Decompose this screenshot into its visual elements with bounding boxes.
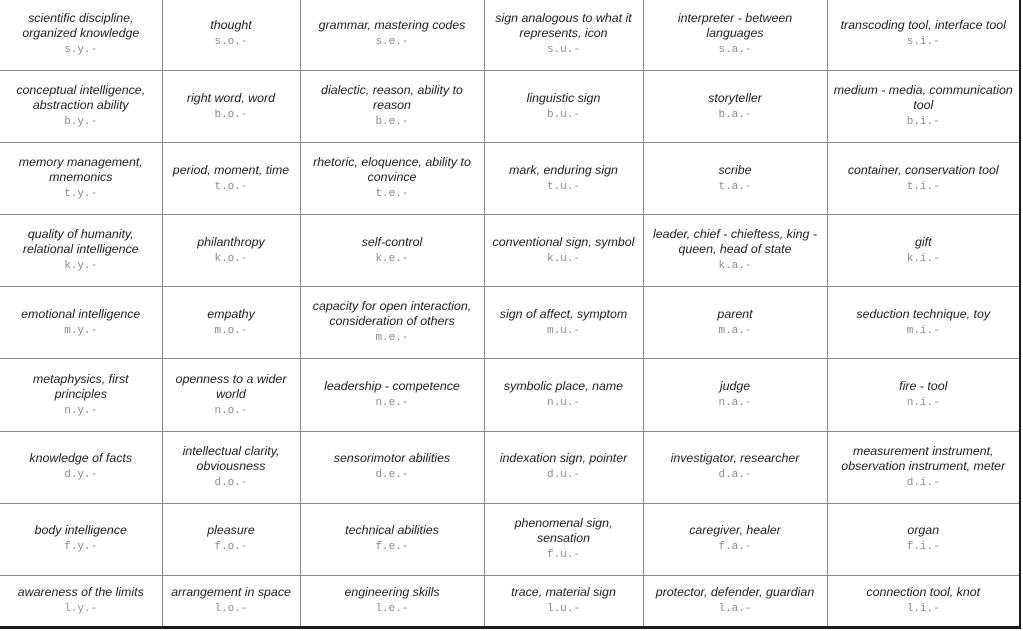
cell-term: storyteller bbox=[708, 90, 762, 105]
cell-term: organ bbox=[907, 523, 940, 538]
table-cell bbox=[827, 359, 1019, 431]
cell-code: t.i.- bbox=[906, 180, 940, 193]
cell-term: fire - tool bbox=[899, 379, 948, 393]
table-cell bbox=[484, 70, 643, 142]
cell-term: gift bbox=[914, 234, 932, 249]
cell-term: investigator, researcher bbox=[670, 451, 800, 466]
table-cell bbox=[827, 0, 1019, 70]
table-cell bbox=[827, 143, 1019, 215]
cell-term: capacity for open interaction, consideration of others bbox=[312, 299, 472, 329]
cell-term: pleasure bbox=[207, 523, 255, 538]
table-cell bbox=[827, 431, 1019, 503]
cell-term: scientific discipline, organized knowledge bbox=[22, 10, 140, 40]
table-cell bbox=[0, 143, 162, 215]
table-cell bbox=[0, 215, 162, 287]
table-cell bbox=[162, 287, 300, 359]
cell-term: leadership - competence bbox=[324, 379, 460, 393]
cell-term: caregiver, healer bbox=[689, 523, 781, 538]
cell-code: n.a.- bbox=[718, 397, 752, 409]
table-cell bbox=[643, 359, 827, 431]
cell-term: container, conservation tool bbox=[847, 162, 999, 177]
table-cell bbox=[643, 215, 827, 287]
cell-code: b.i.- bbox=[906, 116, 940, 128]
cell-code: f.y.- bbox=[64, 541, 98, 554]
cell-code: l.y.- bbox=[64, 602, 98, 615]
cell-code: m.y.- bbox=[64, 324, 98, 337]
table-cell bbox=[0, 70, 162, 142]
cell-term: seduction technique, toy bbox=[856, 306, 991, 321]
cell-term: judge bbox=[719, 379, 751, 393]
table-cell bbox=[484, 503, 643, 575]
cell-term: sign of affect, symptom bbox=[499, 306, 628, 321]
table-cell bbox=[484, 0, 643, 70]
cell-code: l.o.- bbox=[214, 602, 248, 615]
cell-term: arrangement in space bbox=[171, 584, 291, 599]
cell-code: b.e.- bbox=[375, 116, 409, 128]
cell-code: d.o.- bbox=[214, 476, 248, 489]
cell-code: d.a.- bbox=[718, 469, 752, 482]
cell-term: transcoding tool, interface tool bbox=[840, 18, 1006, 33]
table-cell bbox=[0, 0, 162, 70]
cell-code: l.e.- bbox=[375, 602, 409, 615]
cell-code: d.y.- bbox=[64, 469, 98, 482]
cell-term: connection tool, knot bbox=[866, 584, 981, 599]
cell-code: t.a.- bbox=[718, 180, 752, 193]
table-cell bbox=[300, 0, 484, 70]
cell-code: k.i.- bbox=[906, 252, 940, 265]
cell-code: f.i.- bbox=[906, 541, 940, 554]
cell-code: k.e.- bbox=[375, 252, 409, 265]
cell-term: period, moment, time bbox=[172, 162, 290, 177]
cell-code: f.u.- bbox=[546, 548, 580, 561]
cell-term: scribe bbox=[718, 162, 752, 177]
table-cell bbox=[300, 575, 484, 626]
cell-term: intellectual clarity, obviousness bbox=[182, 443, 280, 473]
cell-code: n.u.- bbox=[546, 397, 580, 409]
table-row bbox=[0, 359, 1019, 431]
table-cell bbox=[0, 503, 162, 575]
table-cell bbox=[484, 431, 643, 503]
table-cell bbox=[827, 503, 1019, 575]
cell-code: s.y.- bbox=[64, 43, 98, 56]
cell-code: f.a.- bbox=[718, 541, 752, 554]
table-row bbox=[0, 0, 1019, 70]
table-cell bbox=[162, 359, 300, 431]
cell-term: knowledge of facts bbox=[29, 451, 133, 466]
cell-term: conceptual intelligence, abstraction ability bbox=[16, 83, 146, 112]
table-cell bbox=[0, 575, 162, 626]
cell-term: sensorimotor abilities bbox=[333, 451, 451, 466]
cell-code: f.e.- bbox=[375, 541, 409, 554]
cell-term: sign analogous to what it represents, icon bbox=[495, 10, 632, 40]
table-cell bbox=[162, 431, 300, 503]
table-row bbox=[0, 575, 1019, 626]
table-row bbox=[0, 215, 1019, 287]
cell-code: d.u.- bbox=[546, 469, 580, 482]
cell-code: m.e.- bbox=[375, 332, 409, 345]
table-cell bbox=[643, 575, 827, 626]
table-cell bbox=[484, 287, 643, 359]
cell-term: interpreter - between languages bbox=[677, 10, 793, 40]
cell-code: l.a.- bbox=[718, 602, 752, 615]
table-cell bbox=[827, 575, 1019, 626]
cell-term: right word, word bbox=[186, 90, 276, 105]
cell-code: l.i.- bbox=[906, 602, 940, 615]
cell-term: engineering skills bbox=[344, 584, 440, 599]
cell-term: emotional intelligence bbox=[21, 306, 141, 321]
table-row bbox=[0, 431, 1019, 503]
cell-code: k.a.- bbox=[718, 260, 752, 273]
table-cell bbox=[643, 503, 827, 575]
table-cell bbox=[827, 215, 1019, 287]
table-cell bbox=[0, 431, 162, 503]
cell-term: measurement instrument, observation instrument, meter bbox=[841, 443, 1006, 473]
cell-term: philanthropy bbox=[197, 234, 265, 249]
cell-term: trace, material sign bbox=[511, 584, 616, 599]
cell-code: k.u.- bbox=[546, 252, 580, 265]
table-cell bbox=[162, 0, 300, 70]
table-cell bbox=[643, 0, 827, 70]
table-cell bbox=[0, 287, 162, 359]
cell-term: medium - media, communication tool bbox=[833, 83, 1013, 112]
cell-term: protector, defender, guardian bbox=[655, 584, 815, 599]
table-cell bbox=[827, 70, 1019, 142]
table-cell bbox=[827, 287, 1019, 359]
table-cell bbox=[162, 215, 300, 287]
table-cell bbox=[162, 575, 300, 626]
table-cell bbox=[162, 143, 300, 215]
cell-code: s.o.- bbox=[214, 36, 248, 49]
table-cell bbox=[300, 503, 484, 575]
cell-code: m.i.- bbox=[906, 324, 940, 337]
cell-code: s.a.- bbox=[718, 43, 752, 56]
cell-term: thought bbox=[210, 18, 252, 33]
table-cell bbox=[484, 575, 643, 626]
cell-code: d.i.- bbox=[906, 476, 940, 489]
cell-code: l.u.- bbox=[546, 602, 580, 615]
cell-code: m.u.- bbox=[546, 324, 580, 337]
table-cell bbox=[300, 215, 484, 287]
cell-code: d.e.- bbox=[375, 469, 409, 482]
cell-term: mark, enduring sign bbox=[509, 162, 618, 177]
cell-term: symbolic place, name bbox=[503, 379, 624, 393]
cell-code: b.a.- bbox=[718, 108, 752, 121]
cell-term: memory management, mnemonics bbox=[18, 155, 143, 185]
table-cell bbox=[0, 359, 162, 431]
cell-code: k.y.- bbox=[64, 260, 98, 273]
cell-term: quality of humanity, relational intelligence bbox=[22, 227, 139, 257]
cell-code: b.y.- bbox=[64, 116, 98, 128]
cell-term: technical abilities bbox=[345, 523, 439, 538]
table-cell bbox=[643, 431, 827, 503]
cell-term: grammar, mastering codes bbox=[318, 18, 466, 33]
cell-term: conventional sign, symbol bbox=[492, 234, 635, 249]
cell-code: t.o.- bbox=[214, 180, 248, 193]
table-row bbox=[0, 70, 1019, 142]
cell-term: leader, chief - chieftess, king - queen, head of state bbox=[653, 227, 817, 257]
table-cell bbox=[162, 503, 300, 575]
cell-term: rhetoric, eloquence, ability to convince bbox=[313, 155, 471, 185]
cell-code: f.o.- bbox=[214, 541, 248, 554]
cell-code: m.a.- bbox=[718, 324, 752, 337]
cell-term: phenomenal sign, sensation bbox=[514, 515, 613, 545]
table-cell bbox=[300, 359, 484, 431]
table-cell bbox=[162, 70, 300, 142]
cell-code: t.y.- bbox=[64, 188, 98, 201]
cell-term: awareness of the limits bbox=[17, 584, 144, 599]
cell-code: b.o.- bbox=[214, 108, 248, 121]
cell-code: n.i.- bbox=[906, 397, 940, 409]
cell-code: b.u.- bbox=[546, 108, 580, 121]
table-row bbox=[0, 143, 1019, 215]
cell-code: n.y.- bbox=[64, 404, 98, 417]
table-cell bbox=[643, 287, 827, 359]
cell-code: t.u.- bbox=[546, 180, 580, 193]
cell-term: openness to a wider world bbox=[175, 371, 287, 401]
cell-code: t.e.- bbox=[375, 188, 409, 201]
cell-term: indexation sign, pointer bbox=[499, 451, 628, 466]
table-cell bbox=[300, 70, 484, 142]
cell-term: dialectic, reason, ability to reason bbox=[321, 83, 463, 112]
cell-term: metaphysics, first principles bbox=[32, 371, 129, 401]
cell-term: empathy bbox=[207, 306, 255, 321]
table-row bbox=[0, 503, 1019, 575]
cell-code: s.u.- bbox=[546, 43, 580, 56]
table-row bbox=[0, 287, 1019, 359]
table-cell bbox=[300, 431, 484, 503]
cell-code: k.o.- bbox=[214, 252, 248, 265]
cell-code: s.i.- bbox=[906, 36, 940, 49]
table-cell bbox=[484, 143, 643, 215]
cell-code: s.e.- bbox=[375, 36, 409, 49]
cell-code: n.o.- bbox=[214, 404, 248, 417]
table-cell bbox=[643, 143, 827, 215]
table-cell bbox=[484, 359, 643, 431]
table-cell bbox=[484, 215, 643, 287]
table-cell bbox=[300, 143, 484, 215]
cell-term: parent bbox=[717, 306, 753, 321]
table-cell bbox=[643, 70, 827, 142]
table-cell bbox=[300, 287, 484, 359]
cell-term: linguistic sign bbox=[526, 90, 601, 105]
cell-term: self-control bbox=[361, 234, 423, 249]
cell-code: m.o.- bbox=[214, 324, 248, 337]
cell-code: n.e.- bbox=[375, 397, 409, 409]
cell-term: body intelligence bbox=[34, 523, 127, 538]
